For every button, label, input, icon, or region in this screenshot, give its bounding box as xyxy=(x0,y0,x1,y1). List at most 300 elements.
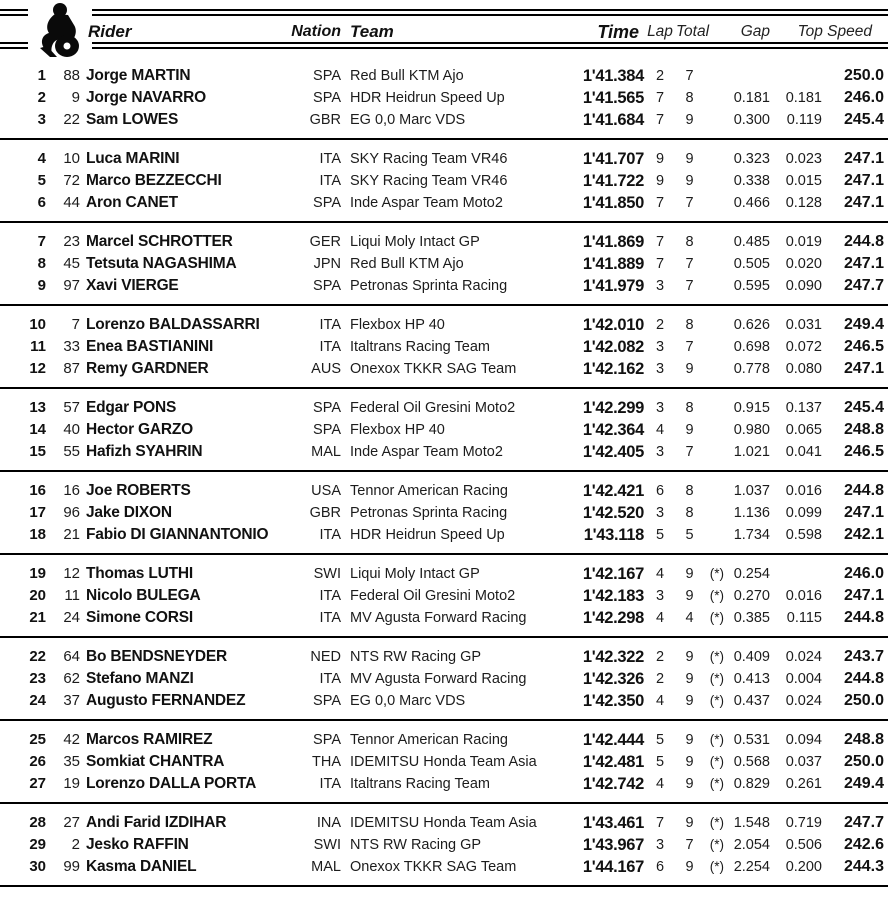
position-cell: 27 xyxy=(29,774,46,792)
gap-to-previous-cell: 0.004 xyxy=(785,670,822,687)
gap-to-previous-cell: 0.024 xyxy=(785,692,822,709)
total-laps-cell: 9 xyxy=(685,648,694,665)
rider-name-cell: Aron CANET xyxy=(86,193,178,211)
table-header-row xyxy=(0,20,888,44)
row-group xyxy=(0,802,888,885)
gap-to-previous-cell: 0.115 xyxy=(786,609,822,626)
session-marker-cell xyxy=(703,253,724,275)
lap-time-cell: 1'41.722 xyxy=(582,171,644,190)
total-laps-cell: 9 xyxy=(685,753,694,770)
session-marker-cell: (*) xyxy=(709,775,724,791)
table-row xyxy=(0,192,888,214)
bike-number-cell: 45 xyxy=(63,254,80,272)
team-cell: SKY Racing Team VR46 xyxy=(350,172,508,189)
gap-to-leader-cell: 0.181 xyxy=(733,89,770,106)
table-row xyxy=(0,358,888,380)
results-table-body xyxy=(0,57,888,887)
nation-cell: SPA xyxy=(313,194,341,211)
position-cell: 16 xyxy=(29,481,46,499)
column-header-total: Total xyxy=(676,23,710,40)
table-row xyxy=(0,502,888,524)
total-laps-cell: 7 xyxy=(685,338,694,355)
gap-to-leader-cell: 0.466 xyxy=(733,194,770,211)
position-cell: 9 xyxy=(37,276,46,294)
nation-cell: SPA xyxy=(313,731,341,748)
rider-name-cell: Jesko RAFFIN xyxy=(86,835,189,853)
lap-cell: 2 xyxy=(655,670,665,687)
total-laps-cell: 9 xyxy=(685,565,694,582)
bike-number-cell: 22 xyxy=(63,110,80,128)
lap-cell: 4 xyxy=(655,692,665,709)
team-cell: Red Bull KTM Ajo xyxy=(350,255,464,272)
position-cell: 19 xyxy=(29,564,46,582)
nation-cell: ITA xyxy=(319,172,341,189)
total-laps-cell: 9 xyxy=(685,858,694,875)
nation-cell: AUS xyxy=(311,360,341,377)
rider-name-cell: Lorenzo BALDASSARRI xyxy=(86,315,260,333)
lap-time-cell: 1'42.167 xyxy=(582,564,644,583)
row-group xyxy=(0,553,888,636)
gap-to-previous-cell: 0.181 xyxy=(785,89,822,106)
team-cell: Italtrans Racing Team xyxy=(350,775,490,792)
gap-to-leader-cell: 0.626 xyxy=(733,316,770,333)
team-cell: Federal Oil Gresini Moto2 xyxy=(350,587,516,604)
lap-time-cell: 1'41.384 xyxy=(582,66,644,85)
lap-time-cell: 1'41.565 xyxy=(582,88,644,107)
nation-cell: SPA xyxy=(313,67,341,84)
top-speed-cell: 250.0 xyxy=(843,66,884,84)
row-group xyxy=(0,304,888,387)
gap-to-previous-cell: 0.020 xyxy=(785,255,822,272)
rider-name-cell: Tetsuta NAGASHIMA xyxy=(86,254,237,272)
gap-to-previous-cell: 0.019 xyxy=(785,233,822,250)
lap-cell: 4 xyxy=(655,775,665,792)
gap-to-previous-cell: 0.041 xyxy=(785,443,822,460)
lap-cell: 4 xyxy=(655,565,665,582)
rider-name-cell: Andi Farid IZDIHAR xyxy=(86,813,227,831)
gap-to-previous-cell: 0.024 xyxy=(785,648,822,665)
gap-to-leader-cell: 0.778 xyxy=(733,360,770,377)
nation-cell: SPA xyxy=(313,89,341,106)
header-rule-2 xyxy=(0,47,888,49)
team-cell: HDR Heidrun Speed Up xyxy=(350,526,505,543)
column-header-team: Team xyxy=(350,22,394,41)
top-speed-cell: 250.0 xyxy=(843,691,884,709)
team-cell: Italtrans Racing Team xyxy=(350,338,490,355)
position-cell: 20 xyxy=(29,586,46,604)
lap-cell: 5 xyxy=(655,753,665,770)
top-speed-cell: 247.1 xyxy=(843,254,884,272)
gap-to-leader-cell: 0.323 xyxy=(733,150,770,167)
gap-to-leader-cell: 0.385 xyxy=(733,609,770,626)
nation-cell: ITA xyxy=(319,775,341,792)
bike-number-cell: 99 xyxy=(63,857,80,875)
table-row xyxy=(0,87,888,109)
nation-cell: SWI xyxy=(313,565,341,582)
lap-time-cell: 1'42.742 xyxy=(582,774,644,793)
gap-to-leader-cell: 0.270 xyxy=(733,587,770,604)
rider-name-cell: Jake DIXON xyxy=(86,503,172,521)
total-laps-cell: 9 xyxy=(685,692,694,709)
total-laps-cell: 7 xyxy=(685,443,694,460)
lap-time-cell: 1'42.010 xyxy=(582,315,644,334)
position-cell: 7 xyxy=(37,232,46,250)
lap-time-cell: 1'42.298 xyxy=(582,608,644,627)
table-row xyxy=(0,524,888,546)
session-marker-cell: (*) xyxy=(709,609,724,625)
rider-name-cell: Jorge MARTIN xyxy=(86,66,191,84)
column-header-gap: Gap xyxy=(740,23,770,40)
rider-name-cell: Marcel SCHROTTER xyxy=(86,232,233,250)
team-cell: Petronas Sprinta Racing xyxy=(350,277,508,294)
total-laps-cell: 5 xyxy=(685,526,694,543)
team-cell: Liqui Moly Intact GP xyxy=(350,565,480,582)
team-cell: NTS RW Racing GP xyxy=(350,836,482,853)
total-laps-cell: 9 xyxy=(685,421,694,438)
team-cell: HDR Heidrun Speed Up xyxy=(350,89,505,106)
session-marker-cell xyxy=(703,336,724,358)
gap-to-leader-cell: 1.548 xyxy=(733,814,770,831)
team-cell: Liqui Moly Intact GP xyxy=(350,233,480,250)
lap-cell: 3 xyxy=(655,360,665,377)
top-speed-cell: 244.8 xyxy=(843,669,884,687)
lap-time-cell: 1'43.967 xyxy=(582,835,644,854)
nation-cell: SPA xyxy=(313,421,341,438)
bike-number-cell: 87 xyxy=(63,359,80,377)
team-cell: IDEMITSU Honda Team Asia xyxy=(350,753,537,770)
lap-time-cell: 1'41.979 xyxy=(582,276,644,295)
gap-to-previous-cell: 0.072 xyxy=(785,338,822,355)
lap-time-cell: 1'42.082 xyxy=(582,337,644,356)
gap-to-previous-cell: 0.080 xyxy=(785,360,822,377)
gap-to-leader-cell: 1.037 xyxy=(733,482,770,499)
session-marker-cell: (*) xyxy=(709,670,724,686)
position-cell: 2 xyxy=(37,88,46,106)
gap-to-previous-cell: 0.200 xyxy=(785,858,822,875)
lap-cell: 7 xyxy=(655,255,665,272)
gap-to-leader-cell: 0.485 xyxy=(733,233,770,250)
session-marker-cell xyxy=(703,524,724,546)
rider-name-cell: Edgar PONS xyxy=(86,398,177,416)
team-cell: MV Agusta Forward Racing xyxy=(350,670,527,687)
gap-to-leader-cell: 1.734 xyxy=(733,526,770,543)
total-laps-cell: 8 xyxy=(685,504,694,521)
bike-number-cell: 40 xyxy=(63,420,80,438)
gap-to-previous-cell: 0.037 xyxy=(785,753,822,770)
row-group xyxy=(0,636,888,719)
nation-cell: GER xyxy=(309,233,341,250)
gap-to-leader-cell: 0.915 xyxy=(733,399,770,416)
bike-number-cell: 7 xyxy=(71,315,80,333)
gap-to-leader-cell: 0.505 xyxy=(733,255,770,272)
bike-number-cell: 42 xyxy=(63,730,80,748)
lap-time-cell: 1'42.421 xyxy=(582,481,644,500)
bike-number-cell: 57 xyxy=(63,398,80,416)
row-group xyxy=(0,221,888,304)
gap-to-previous-cell: 0.099 xyxy=(785,504,822,521)
lap-time-cell: 1'42.299 xyxy=(582,398,644,417)
top-speed-cell: 248.8 xyxy=(843,730,884,748)
total-laps-cell: 9 xyxy=(685,111,694,128)
rider-name-cell: Hector GARZO xyxy=(86,420,193,438)
lap-cell: 5 xyxy=(655,526,665,543)
bike-number-cell: 72 xyxy=(63,171,80,189)
table-row xyxy=(0,751,888,773)
bike-number-cell: 27 xyxy=(63,813,80,831)
lap-cell: 6 xyxy=(655,858,665,875)
nation-cell: NED xyxy=(310,648,341,665)
rider-name-cell: Simone CORSI xyxy=(86,608,193,626)
lap-cell: 7 xyxy=(655,89,665,106)
lap-cell: 3 xyxy=(655,836,665,853)
bike-number-cell: 24 xyxy=(63,608,80,626)
nation-cell: THA xyxy=(312,753,341,770)
top-speed-cell: 250.0 xyxy=(843,752,884,770)
position-cell: 30 xyxy=(29,857,46,875)
total-laps-cell: 9 xyxy=(685,587,694,604)
top-speed-cell: 247.1 xyxy=(843,503,884,521)
position-cell: 28 xyxy=(29,813,46,831)
nation-cell: ITA xyxy=(319,587,341,604)
top-speed-cell: 244.8 xyxy=(843,608,884,626)
lap-time-cell: 1'42.183 xyxy=(582,586,644,605)
team-cell: Flexbox HP 40 xyxy=(350,316,445,333)
gap-to-leader-cell: 1.136 xyxy=(733,504,770,521)
lap-cell: 4 xyxy=(655,609,665,626)
rider-name-cell: Thomas LUTHI xyxy=(86,564,193,582)
top-speed-cell: 244.8 xyxy=(843,232,884,250)
top-speed-cell: 247.1 xyxy=(843,171,884,189)
lap-cell: 3 xyxy=(655,277,665,294)
gap-to-previous-cell: 0.128 xyxy=(785,194,822,211)
table-row xyxy=(0,148,888,170)
gap-to-previous-cell: 0.015 xyxy=(785,172,822,189)
session-marker-cell xyxy=(703,148,724,170)
bike-number-cell: 2 xyxy=(71,835,80,853)
team-cell: Inde Aspar Team Moto2 xyxy=(350,443,503,460)
nation-cell: MAL xyxy=(311,858,341,875)
session-marker-cell xyxy=(703,314,724,336)
lap-cell: 3 xyxy=(655,443,665,460)
lap-cell: 5 xyxy=(655,731,665,748)
bike-number-cell: 96 xyxy=(63,503,80,521)
session-marker-cell: (*) xyxy=(709,648,724,664)
table-row xyxy=(0,441,888,463)
row-group xyxy=(0,719,888,802)
lap-time-cell: 1'42.481 xyxy=(582,752,644,771)
gap-to-previous-cell: 0.719 xyxy=(785,814,822,831)
total-laps-cell: 8 xyxy=(685,399,694,416)
bike-number-cell: 12 xyxy=(63,564,80,582)
gap-to-leader-cell: 0.829 xyxy=(733,775,770,792)
nation-cell: SWI xyxy=(313,836,341,853)
lap-cell: 2 xyxy=(655,67,665,84)
gap-to-previous-cell: 0.094 xyxy=(785,731,822,748)
lap-cell: 7 xyxy=(655,233,665,250)
lap-time-cell: 1'43.118 xyxy=(583,525,644,544)
rider-name-cell: Nicolo BULEGA xyxy=(86,586,201,604)
total-laps-cell: 9 xyxy=(685,731,694,748)
rider-name-cell: Luca MARINI xyxy=(86,149,180,167)
nation-cell: ITA xyxy=(319,150,341,167)
position-cell: 13 xyxy=(29,398,46,416)
session-marker-cell xyxy=(703,192,724,214)
gap-to-leader-cell: 0.980 xyxy=(733,421,770,438)
team-cell: EG 0,0 Marc VDS xyxy=(350,111,466,128)
total-laps-cell: 9 xyxy=(685,150,694,167)
gap-to-leader-cell: 2.254 xyxy=(733,858,770,875)
top-speed-cell: 246.5 xyxy=(843,442,884,460)
session-marker-cell xyxy=(703,441,724,463)
lap-cell: 3 xyxy=(655,587,665,604)
top-speed-cell: 246.0 xyxy=(843,564,884,582)
top-rule-1 xyxy=(0,9,888,11)
gap-to-previous-cell: 0.598 xyxy=(785,526,822,543)
bike-number-cell: 64 xyxy=(63,647,80,665)
table-row xyxy=(0,563,888,585)
session-marker-cell xyxy=(703,170,724,192)
session-marker-cell: (*) xyxy=(709,836,724,852)
bike-number-cell: 11 xyxy=(64,586,80,604)
row-group xyxy=(0,57,888,138)
rider-name-cell: Marco BEZZECCHI xyxy=(86,171,222,189)
lap-cell: 3 xyxy=(655,504,665,521)
nation-cell: JPN xyxy=(313,255,341,272)
gap-to-leader-cell: 1.021 xyxy=(733,443,770,460)
rider-name-cell: Lorenzo DALLA PORTA xyxy=(86,774,257,792)
session-marker-cell xyxy=(703,87,724,109)
position-cell: 29 xyxy=(29,835,46,853)
gap-to-leader-cell: 0.698 xyxy=(733,338,770,355)
lap-cell: 6 xyxy=(655,482,665,499)
team-cell: Tennor American Racing xyxy=(350,482,508,499)
lap-cell: 3 xyxy=(655,338,665,355)
gap-to-leader-cell: 0.338 xyxy=(733,172,770,189)
total-laps-cell: 9 xyxy=(685,814,694,831)
table-row xyxy=(0,397,888,419)
rider-name-cell: Stefano MANZI xyxy=(86,669,194,687)
lap-time-cell: 1'42.326 xyxy=(582,669,644,688)
bike-number-cell: 88 xyxy=(63,66,80,84)
rider-name-cell: Fabio DI GIANNANTONIO xyxy=(86,525,269,543)
bike-number-cell: 23 xyxy=(63,232,80,250)
table-row xyxy=(0,585,888,607)
lap-time-cell: 1'41.684 xyxy=(582,110,644,129)
table-row xyxy=(0,646,888,668)
session-marker-cell xyxy=(703,109,724,131)
table-row xyxy=(0,729,888,751)
session-marker-cell: (*) xyxy=(709,587,724,603)
team-cell: NTS RW Racing GP xyxy=(350,648,482,665)
position-cell: 22 xyxy=(29,647,46,665)
session-marker-cell: (*) xyxy=(709,731,724,747)
total-laps-cell: 8 xyxy=(685,482,694,499)
bike-number-cell: 37 xyxy=(63,691,80,709)
gap-to-previous-cell: 0.016 xyxy=(785,587,822,604)
gap-to-previous-cell: 0.065 xyxy=(785,421,822,438)
session-marker-cell xyxy=(703,502,724,524)
lap-time-cell: 1'42.520 xyxy=(582,503,644,522)
lap-time-cell: 1'42.364 xyxy=(582,420,644,439)
rider-name-cell: Jorge NAVARRO xyxy=(86,88,206,106)
lap-cell: 4 xyxy=(655,421,665,438)
total-laps-cell: 9 xyxy=(685,670,694,687)
lap-cell: 9 xyxy=(655,172,665,189)
top-speed-cell: 245.4 xyxy=(843,398,884,416)
lap-cell: 9 xyxy=(655,150,665,167)
column-header-time: Time xyxy=(597,22,639,42)
total-laps-cell: 9 xyxy=(685,775,694,792)
nation-cell: ITA xyxy=(319,316,341,333)
session-marker-cell: (*) xyxy=(709,753,724,769)
lap-time-cell: 1'42.322 xyxy=(582,647,644,666)
gap-to-leader-cell: 0.531 xyxy=(733,731,770,748)
position-cell: 18 xyxy=(29,525,46,543)
nation-cell: ITA xyxy=(319,670,341,687)
table-row xyxy=(0,275,888,297)
bike-number-cell: 33 xyxy=(63,337,80,355)
table-row xyxy=(0,231,888,253)
total-laps-cell: 9 xyxy=(685,360,694,377)
lap-time-cell: 1'41.707 xyxy=(582,149,644,168)
gap-to-previous-cell xyxy=(770,65,822,87)
column-header-nation: Nation xyxy=(291,23,341,40)
bike-number-cell: 9 xyxy=(71,88,80,106)
lap-time-cell: 1'42.405 xyxy=(582,442,644,461)
gap-to-previous-cell: 0.016 xyxy=(785,482,822,499)
position-cell: 3 xyxy=(37,110,46,128)
rider-name-cell: Kasma DANIEL xyxy=(86,857,197,875)
bike-number-cell: 35 xyxy=(63,752,80,770)
total-laps-cell: 8 xyxy=(685,89,694,106)
rider-name-cell: Bo BENDSNEYDER xyxy=(86,647,228,665)
table-row xyxy=(0,480,888,502)
total-laps-cell: 8 xyxy=(685,316,694,333)
session-marker-cell xyxy=(703,231,724,253)
team-cell: Flexbox HP 40 xyxy=(350,421,445,438)
team-cell: Petronas Sprinta Racing xyxy=(350,504,508,521)
position-cell: 24 xyxy=(29,691,46,709)
nation-cell: GBR xyxy=(309,111,341,128)
nation-cell: MAL xyxy=(311,443,341,460)
row-group xyxy=(0,138,888,221)
team-cell: Federal Oil Gresini Moto2 xyxy=(350,399,516,416)
top-speed-cell: 247.7 xyxy=(843,276,884,294)
rider-name-cell: Joe ROBERTS xyxy=(86,481,191,499)
position-cell: 17 xyxy=(29,503,46,521)
table-row xyxy=(0,336,888,358)
gap-to-previous-cell: 0.119 xyxy=(786,111,822,128)
position-cell: 8 xyxy=(37,254,46,272)
position-cell: 23 xyxy=(29,669,46,687)
gap-to-leader-cell: 2.054 xyxy=(733,836,770,853)
nation-cell: GBR xyxy=(309,504,341,521)
lap-cell: 7 xyxy=(655,194,665,211)
rider-name-cell: Somkiat CHANTRA xyxy=(86,752,225,770)
nation-cell: ITA xyxy=(319,609,341,626)
table-row xyxy=(0,690,888,712)
gap-to-previous-cell: 0.031 xyxy=(785,316,822,333)
lap-cell: 7 xyxy=(655,814,665,831)
top-speed-cell: 246.5 xyxy=(843,337,884,355)
lap-time-cell: 1'41.889 xyxy=(582,254,644,273)
rider-name-cell: Remy GARDNER xyxy=(86,359,209,377)
session-marker-cell xyxy=(703,275,724,297)
table-row xyxy=(0,773,888,795)
column-header-rider: Rider xyxy=(88,22,132,41)
position-cell: 14 xyxy=(29,420,46,438)
gap-to-previous-cell: 0.023 xyxy=(785,150,822,167)
